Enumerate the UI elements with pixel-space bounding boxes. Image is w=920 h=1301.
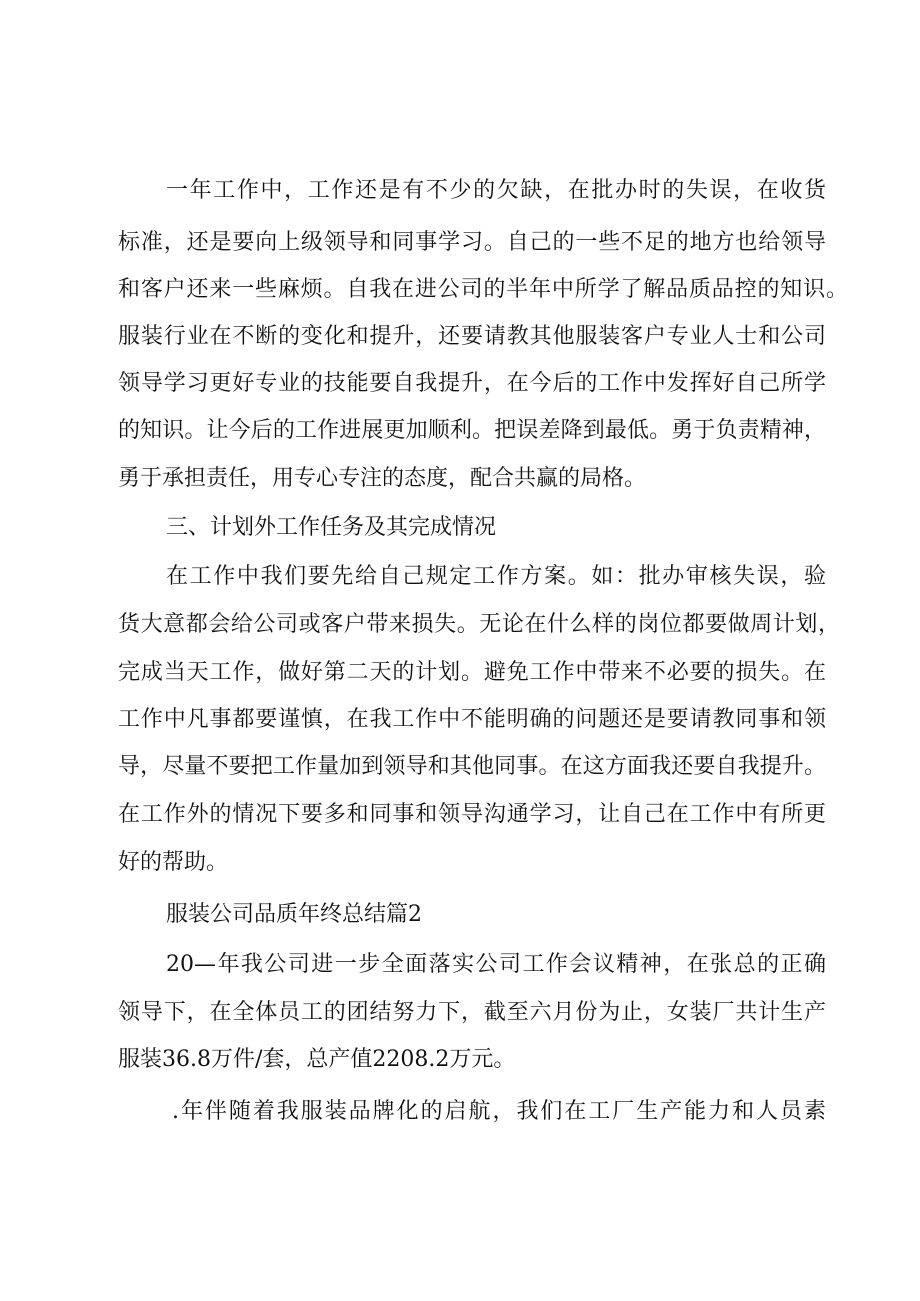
paragraph-line: 勇于承担责任，用专心专注的态度，配合共赢的局格。 (118, 466, 647, 491)
paragraph-line: 领导下，在全体员工的团结努力下，截至六月份为止，女装厂共计生产 (118, 1000, 826, 1025)
paragraph-line: 好的帮助。 (118, 850, 229, 875)
paragraph-line: 工作中凡事都要谨慎，在我工作中不能明确的问题还是要请教同事和领 (118, 707, 826, 732)
paragraph-line: 导，尽量不要把工作量加到领导和其他同事。在这方面我还要自我提升。 (118, 754, 826, 779)
paragraph-line: 一年工作中，工作还是有不少的欠缺，在批办时的失误，在收货 (166, 178, 826, 203)
paragraph-line: 完成当天工作，做好第二天的计划。避免工作中带来不必要的损失。在 (118, 660, 826, 685)
paragraph-line: 在工作中我们要先给自己规定工作方案。如：批办审核失误，验 (166, 564, 826, 589)
paragraph-line: 20—年我公司进一步全面落实公司工作会议精神，在张总的正确 (166, 952, 826, 977)
paragraph-line: 服装行业在不断的变化和提升，还要请教其他服装客户专业人士和公司 (118, 324, 826, 349)
paragraph-line: 的知识。让今后的工作进展更加顺利。把误差降到最低。勇于负责精神， (118, 418, 826, 443)
paragraph-line: 和客户还来一些麻烦。自我在进公司的半年中所学了解品质品控的知识。 (118, 277, 848, 302)
paragraph-line: 货大意都会给公司或客户带来损失。无论在什么样的岗位都要做周计划， (118, 612, 840, 637)
paragraph-line: 领导学习更好专业的技能要自我提升，在今后的工作中发挥好自己所学 (118, 371, 826, 396)
paragraph-line: 标准，还是要向上级领导和同事学习。自己的一些不足的地方也给领导 (118, 230, 826, 255)
paragraph-line: .年伴随着我服装品牌化的启航，我们在工厂生产能力和人员素 (172, 1099, 826, 1124)
paragraph-line: 在工作外的情况下要多和同事和领导沟通学习，让自己在工作中有所更 (118, 802, 826, 827)
article-title: 服装公司品质年终总结篇2 (166, 902, 422, 927)
section-heading: 三、计划外工作任务及其完成情况 (166, 515, 497, 540)
paragraph-line: 服装36.8万件/套，总产值2208.2万元。 (118, 1047, 516, 1072)
